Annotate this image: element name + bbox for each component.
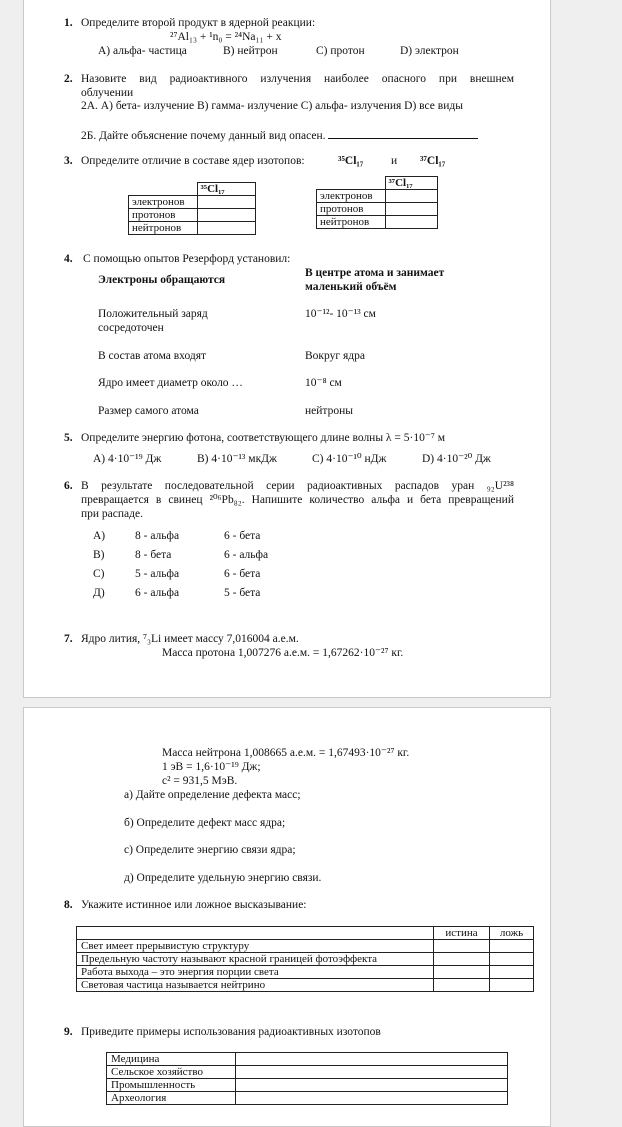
q8-statement: Свет имеет прерывистую структуру xyxy=(77,940,434,953)
q9-text: Приведите примеры использования радиоактивных изотопов xyxy=(81,1026,381,1038)
q7-ev: 1 эВ = 1,6·10⁻¹⁹ Дж; xyxy=(162,761,261,773)
q9-row-label: Сельское хозяйство xyxy=(107,1066,236,1079)
q9-number: 9. xyxy=(64,1026,73,1038)
worksheet-page-2 xyxy=(23,707,551,1127)
q3-table2-row-label: нейтронов xyxy=(317,216,386,229)
q4-left-item: В состав атома входят xyxy=(98,350,207,362)
q4-right-item: 10⁻⁸ см xyxy=(305,377,342,389)
q2-part-a: 2А. А) бета- излучение В) гамма- излучение С) альфа- излучения D) все виды xyxy=(81,100,463,112)
q7-part-a: а) Дайте определение дефекта масс; xyxy=(124,789,301,801)
q4-right-header-1: В центре атома и занимает xyxy=(305,267,445,279)
q7-text: Ядро лития, ⁷₃Li имеет массу 7,016004 а.е.м. xyxy=(81,633,299,645)
q8-statement: Предельную частоту называют красной границей фотоэффекта xyxy=(77,953,434,966)
q6-option-letter: В) xyxy=(93,549,105,561)
q9-answer-cell[interactable] xyxy=(236,1066,508,1079)
q3-table-cl35 xyxy=(128,182,256,235)
q9-answer-cell[interactable] xyxy=(236,1092,508,1105)
q2-line1: Назовите вид радиоактивного излучения наиболее опасного при внешнем xyxy=(81,73,514,85)
q8-false-cell[interactable] xyxy=(490,953,534,966)
q8-col-false: ложь xyxy=(490,927,534,940)
q5-number: 5. xyxy=(64,432,73,444)
q6-option-second: 5 - бета xyxy=(224,587,261,599)
q3-table1-cell[interactable] xyxy=(197,222,256,235)
q4-right-item: Вокруг ядра xyxy=(305,350,365,362)
q6-number: 6. xyxy=(64,480,73,492)
q8-number: 8. xyxy=(64,899,73,911)
q4-text: С помощью опытов Резерфорд установил: xyxy=(83,253,291,265)
q9-answer-cell[interactable] xyxy=(236,1053,508,1066)
q8-false-cell[interactable] xyxy=(490,966,534,979)
q3-isotope-1: ³⁵Cl₁₇ xyxy=(338,155,364,167)
q3-text: Определите отличие в составе ядер изотопов: xyxy=(81,155,305,167)
q9-row-label: Промышленность xyxy=(107,1079,236,1092)
q3-isotope-2: ³⁷Cl₁₇ xyxy=(420,155,446,167)
q7-number: 7. xyxy=(64,633,73,645)
q6-line3: при распаде. xyxy=(81,508,143,520)
q3-table2-header: ³⁷Cl₁₇ xyxy=(385,177,438,190)
q2-line2: облучении xyxy=(81,87,134,99)
q8-statement: Световая частица называется нейтрино xyxy=(77,979,434,992)
q6-option-letter: А) xyxy=(93,530,106,542)
q8-text: Укажите истинное или ложное высказывание: xyxy=(81,899,307,911)
q8-false-cell[interactable] xyxy=(490,979,534,992)
q4-left-item: Ядро имеет диаметр около … xyxy=(98,377,243,389)
q3-table1-cell[interactable] xyxy=(197,209,256,222)
q4-right-item: нейтроны xyxy=(305,405,353,417)
q5-option-d: D) 4·10⁻²⁰ Дж xyxy=(422,453,491,465)
q5-option-c: С) 4·10⁻¹⁰ нДж xyxy=(312,453,387,465)
q8-true-cell[interactable] xyxy=(434,940,490,953)
q6-option-second: 6 - бета xyxy=(224,568,261,580)
q5-text: Определите энергию фотона, соответствующего длине волны λ = 5·10⁻⁷ м xyxy=(81,432,446,444)
q7-c2: c² = 931,5 МэВ. xyxy=(162,775,238,787)
q6-option-second: 6 - альфа xyxy=(224,549,269,561)
q4-left-item: Размер самого атома xyxy=(98,405,199,417)
q8-true-cell[interactable] xyxy=(434,953,490,966)
q6-option-first: 5 - альфа xyxy=(135,568,180,580)
q2-answer-line[interactable] xyxy=(328,128,478,139)
q6-option-first: 8 - альфа xyxy=(135,530,180,542)
q4-number: 4. xyxy=(64,253,73,265)
q1-option-a: А) альфа- частица xyxy=(98,45,187,57)
q7-neutron-mass: Масса нейтрона 1,008665 а.е.м. = 1,67493·10⁻²⁷ кг. xyxy=(162,747,410,759)
q3-table1-cell[interactable] xyxy=(197,196,256,209)
q2-part-b-text: 2Б. Дайте объяснение почему данный вид опасен. xyxy=(81,130,326,142)
q1-number: 1. xyxy=(64,17,73,29)
q3-table2-cell[interactable] xyxy=(385,203,438,216)
q4-left-header: Электроны обращаются xyxy=(98,274,226,286)
q7-proton-mass: Масса протона 1,007276 а.е.м. = 1,67262·10⁻²⁷ кг. xyxy=(162,647,404,659)
q5-option-b: В) 4·10⁻¹³ мкДж xyxy=(197,453,277,465)
q8-col-true: истина xyxy=(434,927,490,940)
q3-table1-row-label: электронов xyxy=(129,196,198,209)
q7-part-d: д) Определите удельную энергию связи. xyxy=(124,872,322,884)
q3-number: 3. xyxy=(64,155,73,167)
q8-true-false-table xyxy=(76,926,534,992)
q1-option-b: В) нейтрон xyxy=(223,45,278,57)
q9-row-label: Археология xyxy=(107,1092,236,1105)
q4-left-item: Положительный заряд xyxy=(98,308,208,320)
q3-table1-row-label: нейтронов xyxy=(129,222,198,235)
q2-part-b xyxy=(81,128,478,143)
q6-option-first: 8 - бета xyxy=(135,549,172,561)
q6-option-first: 6 - альфа xyxy=(135,587,180,599)
q1-option-d: D) электрон xyxy=(400,45,459,57)
q8-false-cell[interactable] xyxy=(490,940,534,953)
q6-option-letter: Д) xyxy=(93,587,105,599)
q8-statement: Работа выхода – это энергия порции света xyxy=(77,966,434,979)
q3-table2-cell[interactable] xyxy=(385,190,438,203)
q2-number: 2. xyxy=(64,73,73,85)
q3-and: и xyxy=(391,155,398,167)
q6-option-letter: С) xyxy=(93,568,105,580)
worksheet-page-1 xyxy=(23,0,551,698)
q4-right-item: 10⁻¹²- 10⁻¹³ см xyxy=(305,308,376,320)
q3-table-cl37 xyxy=(316,176,438,229)
q7-part-b: б) Определите дефект масс ядра; xyxy=(124,817,286,829)
q1-option-c: С) протон xyxy=(316,45,365,57)
q4-right-header-2: маленький объём xyxy=(305,281,397,293)
q6-line1: В результате последовательной серии радиоактивных распадов уран ₉₂U²³⁸ xyxy=(81,480,514,492)
q1-text: Определите второй продукт в ядерной реакции: xyxy=(81,17,316,29)
q7-part-c: с) Определите энергию связи ядра; xyxy=(124,844,296,856)
q4-left-item: сосредоточен xyxy=(98,322,164,334)
q3-table1-row-label: протонов xyxy=(129,209,198,222)
q3-table1-header: ³⁵Cl₁₇ xyxy=(197,183,256,196)
q9-isotope-uses-table xyxy=(106,1052,508,1105)
q9-answer-cell[interactable] xyxy=(236,1079,508,1092)
q3-table2-row-label: протонов xyxy=(317,203,386,216)
q9-row-label: Медицина xyxy=(107,1053,236,1066)
q1-reaction: ²⁷Al₁₃ + ¹n₀ = ²⁴Na₁₁ + x xyxy=(170,31,282,43)
q5-option-a: А) 4·10⁻¹⁹ Дж xyxy=(93,453,162,465)
q3-table2-cell[interactable] xyxy=(385,216,438,229)
q6-line2: превращается в свинец ²⁰⁶Pb₈₂. Напишите количество альфа и бета превращений xyxy=(81,494,514,506)
q8-true-cell[interactable] xyxy=(434,979,490,992)
q6-option-second: 6 - бета xyxy=(224,530,261,542)
q3-table2-row-label: электронов xyxy=(317,190,386,203)
q8-true-cell[interactable] xyxy=(434,966,490,979)
